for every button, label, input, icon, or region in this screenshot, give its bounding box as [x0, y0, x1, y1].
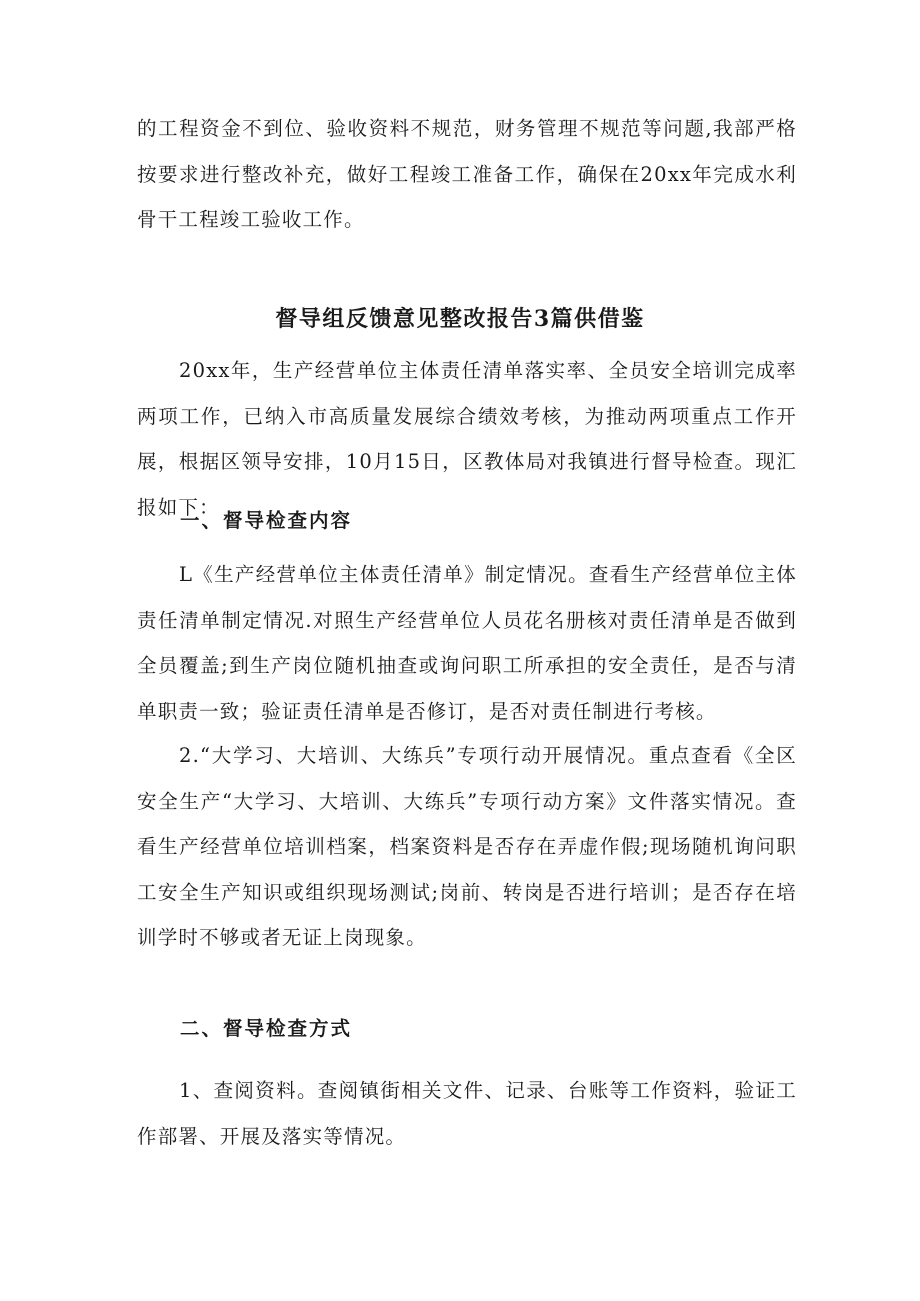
content-item-2: 2.“大学习、大培训、大练兵”专项行动开展情况。重点查看《全区安全生产“大学习、大培训、大练兵”专项行动方案》文件落实情况。查看生产经营单位培训档案，档案资料是否存在弄虚作假;现场随机询问职工安全生产知识或组织现场测试;岗前、转岗是否进行培训；是否存在培训学时不够或者无证上岗现象。 — [137, 744, 797, 949]
intro-paragraph: 20xx年，生产经营单位主体责任清单落实率、全员安全培训完成率两项工作，已纳入市高质量发展综合绩效考核，为推动两项重点工作开展，根据区领导安排，10月15日，区教体局对我镇进行督导检查。现汇报如下： — [137, 359, 797, 519]
section-heading-1: 一、督导检查内容 — [180, 509, 353, 532]
section-heading-2: 二、督导检查方式 — [180, 1017, 353, 1040]
continued-paragraph: 的工程资金不到位、验收资料不规范，财务管理不规范等问题,我部严格按要求进行整改补充，做好工程竣工准备工作，确保在20xx年完成水利骨干工程竣工验收工作。 — [137, 117, 797, 231]
method-item-1: 1、查阅资料。查阅镇街相关文件、记录、台账等工作资料，验证工作部署、开展及落实等情况。 — [137, 1079, 797, 1148]
content-item-1: L《生产经营单位主体责任清单》制定情况。查看生产经营单位主体责任清单制定情况.对照生产经营单位人员花名册核对责任清单是否做到全员覆盖;到生产岗位随机抽查或询问职工所承担的安全责任，是否与清单职责一致；验证责任清单是否修订，是否对责任制进行考核。 — [137, 563, 797, 723]
document-title: 督导组反馈意见整改报告3篇供借鉴 — [275, 306, 645, 332]
